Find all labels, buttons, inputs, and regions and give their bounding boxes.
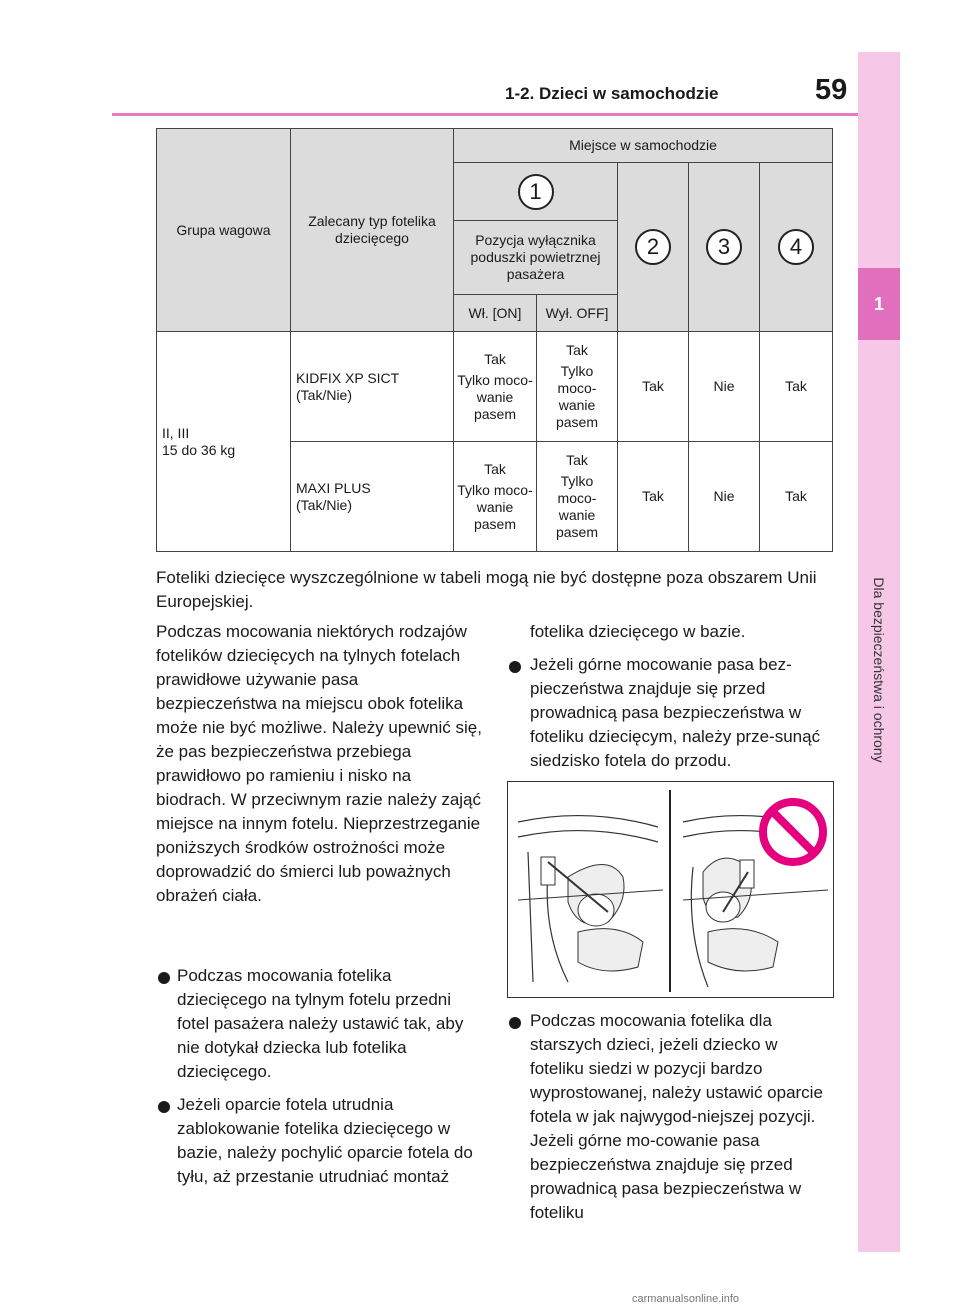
section-title: 1-2. Dzieci w samochodzie <box>505 84 719 103</box>
bullet-icon <box>509 661 521 673</box>
continuation-text: fotelika dziecięcego w bazie. <box>530 622 746 641</box>
cell-pos4: Tak <box>760 442 833 552</box>
seat-type: KIDFIX XP SICT (Tak/Nie) <box>291 332 454 442</box>
weight-group: II, III 15 do 36 kg <box>157 332 291 552</box>
cell-off-main: Tak <box>566 452 588 468</box>
cell-pos2: Tak <box>618 332 689 442</box>
chapter-tab[interactable]: 1 <box>858 268 900 340</box>
position-3-icon: 3 <box>706 229 742 265</box>
header-rule <box>112 113 858 116</box>
seat-illustration <box>507 781 834 998</box>
cell-on <box>454 332 537 442</box>
position-4-icon: 4 <box>778 229 814 265</box>
cell-off <box>537 442 618 552</box>
header-group: Grupa wagowa <box>157 129 291 332</box>
cell-on <box>454 442 537 552</box>
car-seat-drawing <box>508 782 833 997</box>
position-4-cell <box>760 163 833 332</box>
cell-off-note: Tylko moco-wanie pasem <box>555 363 599 430</box>
position-3-cell <box>689 163 760 332</box>
position-2-cell <box>618 163 689 332</box>
cell-on-note: Tylko moco-wanie pasem <box>457 371 533 422</box>
airbag-off: Wył. OFF] <box>537 295 618 332</box>
watermark: carmanualsonline.info <box>632 1293 740 1305</box>
cell-on-note: Tylko moco-wanie pasem <box>457 481 533 532</box>
bullet-top-anchor: Jeżeli górne mocowanie pasa bez-pieczeństwa znajduje się przed prowadnicą pasa bezpieczeństwa w foteliku dziecięcym, należy prze-sunąć siedzisko fotela do przodu. <box>530 655 821 770</box>
page-number: 59 <box>815 74 848 106</box>
cell-off-main: Tak <box>566 342 588 358</box>
header-type: Zalecany typ fotelika dziecięcego <box>291 129 454 332</box>
cell-off-note: Tylko moco-wanie pasem <box>555 473 599 540</box>
child-seat-table <box>156 128 833 552</box>
cell-pos3: Nie <box>689 442 760 552</box>
header-seat: Miejsce w samochodzie <box>454 129 833 163</box>
cell-on-main: Tak <box>484 460 506 477</box>
bullet-seatback: Jeżeli oparcie fotela utrudnia zablokowanie fotelika dziecięcego w bazie, należy pochylić oparcie fotela do tyłu, aż przestanie utrudniać montaż <box>177 1095 473 1186</box>
bullet-older-child: Podczas mocowania fotelika dla starszych dzieci, jeżeli dziecko w foteliku siedzi w pozycji bardzo wyprostowanej, należy ustawić oparcie fotela w jak najwygod-niejszej pozycji. Jeżeli górne mo-cowanie pasa bezpieczeństwa znajduje się przed prowadnicą pasa bezpieczeństwa w foteliku <box>530 1011 823 1222</box>
bullet-icon <box>158 1101 170 1113</box>
airbag-header: Pozycja wyłącznika poduszki powietrznej pasażera <box>454 221 618 295</box>
cell-pos2: Tak <box>618 442 689 552</box>
cell-off <box>537 332 618 442</box>
cell-pos3: Nie <box>689 332 760 442</box>
chapter-label: Dla bezpieczeństwa i ochrony <box>871 577 887 763</box>
position-2-icon: 2 <box>635 229 671 265</box>
cell-pos4: Tak <box>760 332 833 442</box>
position-1-cell <box>454 163 618 221</box>
position-1-icon: 1 <box>518 174 554 210</box>
seat-type: MAXI PLUS (Tak/Nie) <box>291 442 454 552</box>
cell-on-main: Tak <box>484 350 506 367</box>
bullet-front-seat: Podczas mocowania fotelika dziecięcego na tylnym fotelu przedni fotel pasażera należy ustawić tak, aby nie dotykał dziecka lub fotelika dziecięcego. <box>177 966 464 1081</box>
bullet-icon <box>158 972 170 984</box>
bullet-icon <box>509 1017 521 1029</box>
table-note: Foteliki dziecięce wyszczególnione w tabeli mogą nie być dostępne poza obszarem Unii Europejskiej. <box>156 568 817 611</box>
airbag-on: Wł. [ON] <box>454 295 537 332</box>
intro-paragraph: Podczas mocowania niektórych rodzajów fotelików dziecięcych na tylnych fotelach prawidłowe używanie pasa bezpieczeństwa na miejscu obok fotelika może nie być możliwe. Należy upewnić się, że pas bezpieczeństwa przebiega prawidłowo po ramieniu i nisko na biodrach. W przeciwnym razie należy zająć miejsce na innym fotelu. Nieprzestrzeganie poniższych środków ostrożności może doprowadzić do śmierci lub poważnych obrażeń ciała. <box>156 622 482 905</box>
